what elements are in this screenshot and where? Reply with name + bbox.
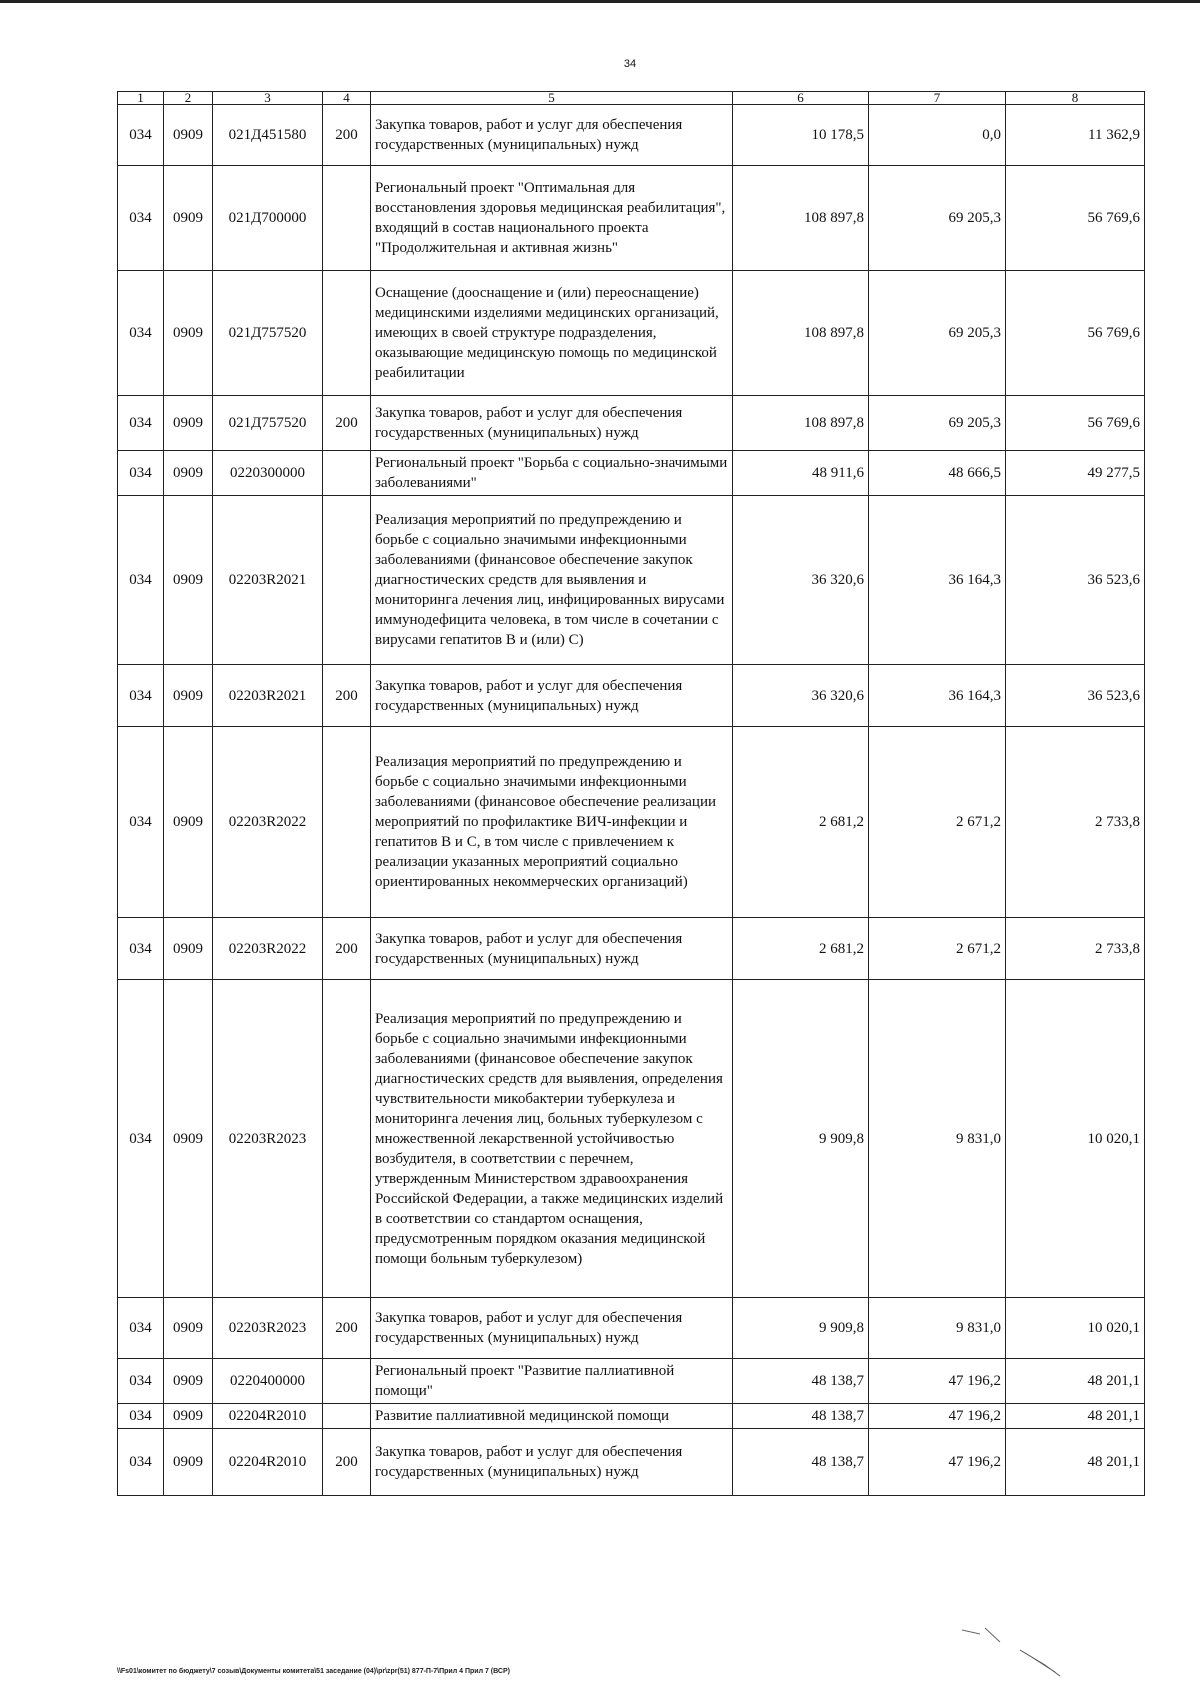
- cell-section: 034: [118, 496, 164, 665]
- cell-expense-type: [323, 727, 371, 918]
- col-header-8: 8: [1006, 92, 1145, 105]
- cell-description: Региональный проект "Развитие паллиативной помощи": [371, 1359, 733, 1404]
- cell-value-col8: 48 201,1: [1006, 1359, 1145, 1404]
- col-header-3: 3: [213, 92, 323, 105]
- cell-target-article: 021Д451580: [213, 105, 323, 166]
- cell-expense-type: [323, 980, 371, 1298]
- cell-value-col8: 10 020,1: [1006, 1298, 1145, 1359]
- table-row: [118, 166, 1145, 271]
- cell-value-col7: 69 205,3: [869, 271, 1006, 396]
- cell-value-col7: 47 196,2: [869, 1429, 1006, 1496]
- cell-value-col8: 49 277,5: [1006, 451, 1145, 496]
- cell-expense-type: 200: [323, 665, 371, 727]
- table-row: [118, 496, 1145, 665]
- cell-value-col7: 2 671,2: [869, 918, 1006, 980]
- cell-target-article: 0220400000: [213, 1359, 323, 1404]
- cell-description: Развитие паллиативной медицинской помощи: [371, 1404, 733, 1429]
- page-number: 34: [623, 58, 637, 70]
- cell-value-col7: 47 196,2: [869, 1359, 1006, 1404]
- cell-section: 034: [118, 918, 164, 980]
- cell-value-col8: 10 020,1: [1006, 980, 1145, 1298]
- cell-target-article: 02203R2022: [213, 727, 323, 918]
- cell-target-article: 0220300000: [213, 451, 323, 496]
- cell-value-col6: 48 911,6: [733, 451, 869, 496]
- cell-value-col8: 2 733,8: [1006, 727, 1145, 918]
- cell-value-col7: 9 831,0: [869, 1298, 1006, 1359]
- cell-value-col6: 2 681,2: [733, 727, 869, 918]
- cell-value-col6: 9 909,8: [733, 980, 869, 1298]
- cell-subsection: 0909: [164, 1298, 213, 1359]
- table-row: [118, 271, 1145, 396]
- cell-section: 034: [118, 1359, 164, 1404]
- cell-subsection: 0909: [164, 105, 213, 166]
- cell-value-col8: 56 769,6: [1006, 271, 1145, 396]
- cell-section: 034: [118, 451, 164, 496]
- cell-expense-type: 200: [323, 918, 371, 980]
- cell-value-col7: 36 164,3: [869, 665, 1006, 727]
- cell-target-article: 021Д757520: [213, 271, 323, 396]
- col-header-1: 1: [118, 92, 164, 105]
- cell-value-col6: 36 320,6: [733, 496, 869, 665]
- budget-table: [117, 91, 1145, 1496]
- cell-expense-type: [323, 451, 371, 496]
- cell-expense-type: [323, 496, 371, 665]
- cell-subsection: 0909: [164, 396, 213, 451]
- cell-value-col7: 47 196,2: [869, 1404, 1006, 1429]
- cell-description: Реализация мероприятий по предупреждению и борьбе с социально значимыми инфекционными заболеваниями (финансовое обеспечение закупок диагностических средств для выявления, определения чувствительности микобактерии туберкулеза и мониторинга лечения лиц, больных туберкулезом с множественной лекарственной устойчивостью возбудителя, в соответствии с перечнем, утвержденным Министерством здравоохранения Российской Федерации, а также медицинских изделий в соответствии со стандартом оснащения, предусмотренным порядком оказания медицинской помощи больным туберкулезом): [371, 980, 733, 1298]
- col-header-5: 5: [371, 92, 733, 105]
- table-row: [118, 727, 1145, 918]
- table-row: [118, 918, 1145, 980]
- cell-subsection: 0909: [164, 271, 213, 396]
- cell-expense-type: 200: [323, 1298, 371, 1359]
- cell-value-col8: 56 769,6: [1006, 396, 1145, 451]
- cell-description: Реализация мероприятий по предупреждению и борьбе с социально значимыми инфекционными заболеваниями (финансовое обеспечение закупок диагностических средств для выявления и мониторинга лечения лиц, инфицированных вирусами иммунодефицита человека, в том числе в сочетании с вирусами гепатитов B и (или) C): [371, 496, 733, 665]
- cell-value-col7: 9 831,0: [869, 980, 1006, 1298]
- cell-target-article: 02203R2023: [213, 980, 323, 1298]
- cell-expense-type: 200: [323, 1429, 371, 1496]
- cell-subsection: 0909: [164, 665, 213, 727]
- cell-target-article: 02203R2022: [213, 918, 323, 980]
- cell-target-article: 02204R2010: [213, 1404, 323, 1429]
- cell-description: Региональный проект "Оптимальная для восстановления здоровья медицинская реабилитация", входящий в состав национального проекта "Продолжительная и активная жизнь": [371, 166, 733, 271]
- cell-value-col7: 0,0: [869, 105, 1006, 166]
- cell-description: Закупка товаров, работ и услуг для обеспечения государственных (муниципальных) нужд: [371, 1298, 733, 1359]
- table-row: [118, 980, 1145, 1298]
- cell-description: Закупка товаров, работ и услуг для обеспечения государственных (муниципальных) нужд: [371, 105, 733, 166]
- cell-target-article: 021Д700000: [213, 166, 323, 271]
- cell-description: Закупка товаров, работ и услуг для обеспечения государственных (муниципальных) нужд: [371, 918, 733, 980]
- cell-subsection: 0909: [164, 1404, 213, 1429]
- cell-section: 034: [118, 665, 164, 727]
- cell-value-col6: 2 681,2: [733, 918, 869, 980]
- cell-section: 034: [118, 105, 164, 166]
- cell-section: 034: [118, 1429, 164, 1496]
- table-row: [118, 396, 1145, 451]
- cell-section: 034: [118, 727, 164, 918]
- cell-subsection: 0909: [164, 727, 213, 918]
- cell-value-col7: 69 205,3: [869, 166, 1006, 271]
- cell-value-col7: 69 205,3: [869, 396, 1006, 451]
- cell-subsection: 0909: [164, 1359, 213, 1404]
- cell-section: 034: [118, 1298, 164, 1359]
- cell-description: Региональный проект "Борьба с социально-значимыми заболеваниями": [371, 451, 733, 496]
- cell-expense-type: [323, 1404, 371, 1429]
- cell-value-col6: 48 138,7: [733, 1404, 869, 1429]
- cell-subsection: 0909: [164, 980, 213, 1298]
- cell-description: Закупка товаров, работ и услуг для обеспечения государственных (муниципальных) нужд: [371, 665, 733, 727]
- cell-value-col7: 36 164,3: [869, 496, 1006, 665]
- cell-value-col8: 48 201,1: [1006, 1404, 1145, 1429]
- col-header-2: 2: [164, 92, 213, 105]
- cell-subsection: 0909: [164, 1429, 213, 1496]
- cell-subsection: 0909: [164, 496, 213, 665]
- table-row: [118, 1298, 1145, 1359]
- cell-subsection: 0909: [164, 451, 213, 496]
- header-row: [118, 92, 1145, 105]
- signature-mark: [960, 1620, 1070, 1680]
- cell-value-col6: 108 897,8: [733, 271, 869, 396]
- cell-value-col8: 56 769,6: [1006, 166, 1145, 271]
- cell-value-col8: 36 523,6: [1006, 496, 1145, 665]
- cell-description: Реализация мероприятий по предупреждению и борьбе с социально значимыми инфекционными заболеваниями (финансовое обеспечение реализации мероприятий по профилактике ВИЧ-инфекции и гепатитов B и C, в том числе с привлечением к реализации указанных мероприятий социально ориентированных некоммерческих организаций): [371, 727, 733, 918]
- cell-value-col8: 48 201,1: [1006, 1429, 1145, 1496]
- table-row: [118, 665, 1145, 727]
- col-header-7: 7: [869, 92, 1006, 105]
- cell-value-col8: 36 523,6: [1006, 665, 1145, 727]
- cell-value-col8: 2 733,8: [1006, 918, 1145, 980]
- cell-target-article: 02203R2021: [213, 496, 323, 665]
- cell-value-col6: 108 897,8: [733, 396, 869, 451]
- table-row: [118, 451, 1145, 496]
- cell-section: 034: [118, 166, 164, 271]
- cell-description: Закупка товаров, работ и услуг для обеспечения государственных (муниципальных) нужд: [371, 1429, 733, 1496]
- table-row: [118, 1359, 1145, 1404]
- cell-target-article: 02203R2021: [213, 665, 323, 727]
- cell-description: Оснащение (дооснащение и (или) переоснащение) медицинскими изделиями медицинских организаций, имеющих в своей структуре подразделения, оказывающие медицинскую помощь по медицинской реабилитации: [371, 271, 733, 396]
- top-border-line: [0, 0, 1200, 3]
- cell-target-article: 02204R2010: [213, 1429, 323, 1496]
- cell-value-col6: 108 897,8: [733, 166, 869, 271]
- cell-expense-type: [323, 1359, 371, 1404]
- cell-target-article: 021Д757520: [213, 396, 323, 451]
- col-header-6: 6: [733, 92, 869, 105]
- footer-file-path: \\Fs01\комитет по бюджету\7 созыв\Документы комитета\51 заседание (04)\pr\zpr(51) 877-П-7\Прил 4 Прил 7 (ВСР): [117, 1668, 510, 1675]
- cell-value-col6: 48 138,7: [733, 1429, 869, 1496]
- cell-value-col7: 2 671,2: [869, 727, 1006, 918]
- cell-value-col6: 36 320,6: [733, 665, 869, 727]
- cell-expense-type: 200: [323, 105, 371, 166]
- cell-section: 034: [118, 271, 164, 396]
- table-row: [118, 105, 1145, 166]
- cell-expense-type: 200: [323, 396, 371, 451]
- cell-value-col7: 48 666,5: [869, 451, 1006, 496]
- cell-value-col6: 10 178,5: [733, 105, 869, 166]
- cell-expense-type: [323, 166, 371, 271]
- table-row: [118, 1404, 1145, 1429]
- cell-subsection: 0909: [164, 918, 213, 980]
- cell-value-col6: 9 909,8: [733, 1298, 869, 1359]
- cell-value-col8: 11 362,9: [1006, 105, 1145, 166]
- cell-section: 034: [118, 980, 164, 1298]
- cell-expense-type: [323, 271, 371, 396]
- col-header-4: 4: [323, 92, 371, 105]
- cell-section: 034: [118, 396, 164, 451]
- cell-description: Закупка товаров, работ и услуг для обеспечения государственных (муниципальных) нужд: [371, 396, 733, 451]
- cell-target-article: 02203R2023: [213, 1298, 323, 1359]
- cell-section: 034: [118, 1404, 164, 1429]
- cell-value-col6: 48 138,7: [733, 1359, 869, 1404]
- table-row: [118, 1429, 1145, 1496]
- cell-subsection: 0909: [164, 166, 213, 271]
